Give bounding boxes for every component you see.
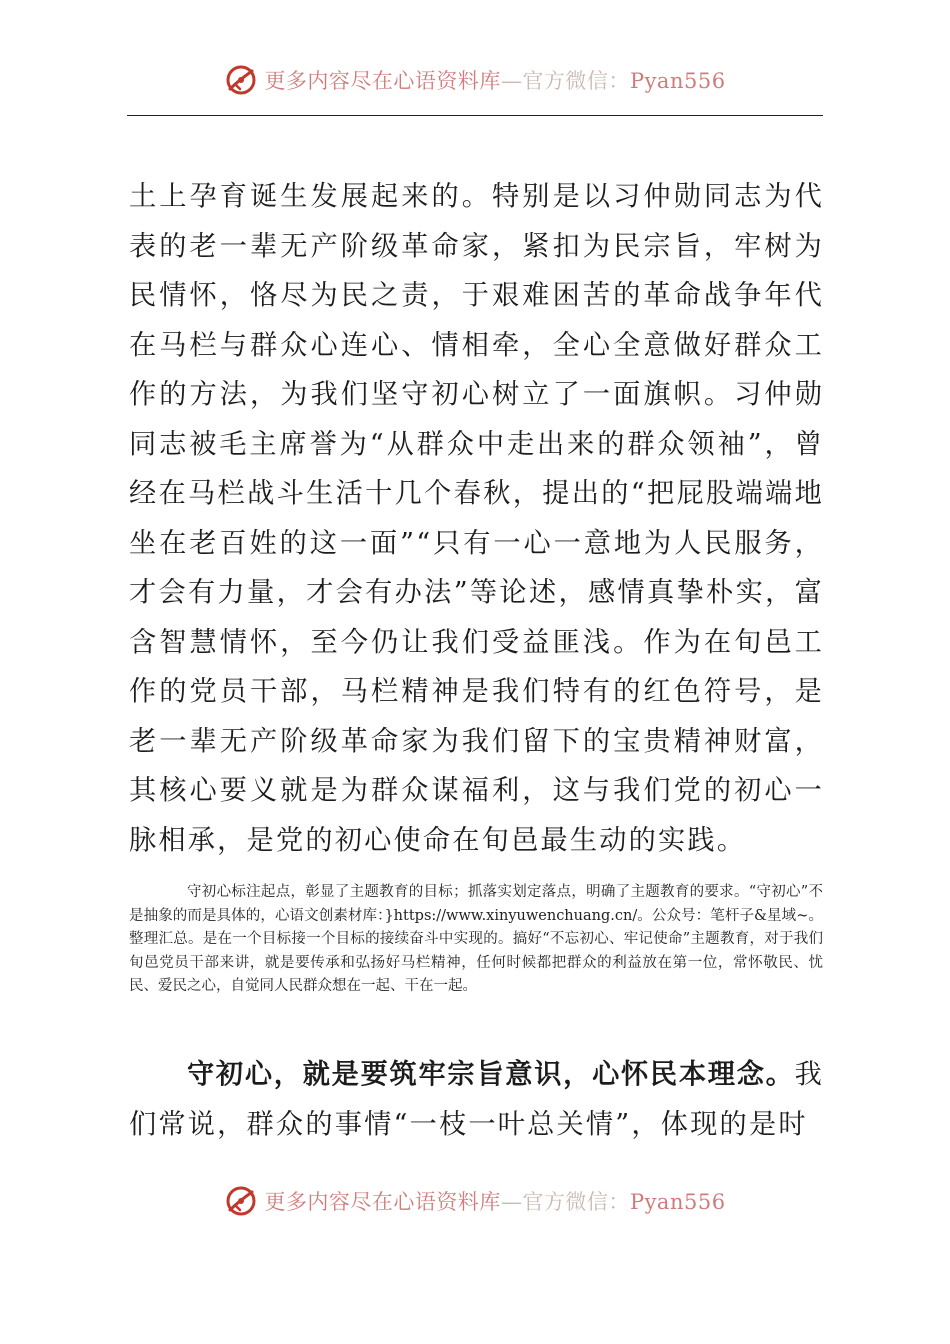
main-paragraph: 土上孕育诞生发展起来的。特别是以习仲勋同志为代表的老一辈无产阶级革命家，紧扣为民宗旨，牢树为民情怀，恪尽为民之责，于艰难困苦的革命战争年代在马栏与群众心连心、情相牵，全心全意做好群众工作的方法，为我们坚守初心树立了一面旗帜。习仲勋同志被毛主席誉为“从群众中走出来的群众领袖”，曾经在马栏战斗生活十几个春秋，提出的“把屁股端端地坐在老百姓的这一面”“只有一心一意地为人民服务，才会有力量，才会有办法”等论述，感情真挚朴实，富含智慧情怀，至今仍让我们受益匪浅。作为在旬邑工作的党员干部，马栏精神是我们特有的红色符号，是老一辈无产阶级革命家为我们留下的宝贵精神财富，其核心要义就是为群众谋福利，这与我们党的初心一脉相承，是党的初心使命在旬邑最生动的实践。 [129,181,824,856]
footer-banner-id: Pyan556 [629,1190,726,1214]
header-divider [127,115,823,116]
header-banner-main: 更多内容尽在心语资料库 [264,69,501,93]
header-banner-wechat: 官方微信： [522,69,630,93]
closing-text: 我们常说，群众的事情“一枝一叶总关情”，体现的是时 [129,1059,824,1140]
header-banner [0,60,950,100]
header-banner-id: Pyan556 [629,69,726,93]
footer-banner-main: 更多内容尽在心语资料库 [264,1190,501,1214]
footer-banner-dash: — [500,1190,523,1214]
header-banner-text [264,65,725,95]
small-note-paragraph: 守初心标注起点，彰显了主题教育的目标；抓落实划定落点，明确了主题教育的要求。“守初心”不是抽象的而是具体的，心语文创素材库：}https://www.xinyuwenchuang.cn/。公众号：笔杆子&星域~。整理汇总。是在一个目标接一个目标的接续奋斗中实现的。搞好“不忘初心、牢记使命”主题教育，对于我们旬邑党员干部来讲，就是要传承和弘扬好马栏精神，任何时候都把群众的利益放在第一位，常怀敬民、忧民、爱民之心，自觉同人民群众想在一起、干在一起。 [129,884,823,994]
footer-banner-text [264,1186,725,1216]
brand-logo-icon [224,63,258,97]
closing-paragraph [129,1050,824,1150]
closing-heading: 守初心，就是要筑牢宗旨意识，心怀民本理念。 [187,1059,795,1090]
header-banner-dash: — [500,69,523,93]
footer-banner [0,1181,950,1221]
brand-logo-icon [224,1184,258,1218]
footer-banner-wechat: 官方微信： [522,1190,630,1214]
